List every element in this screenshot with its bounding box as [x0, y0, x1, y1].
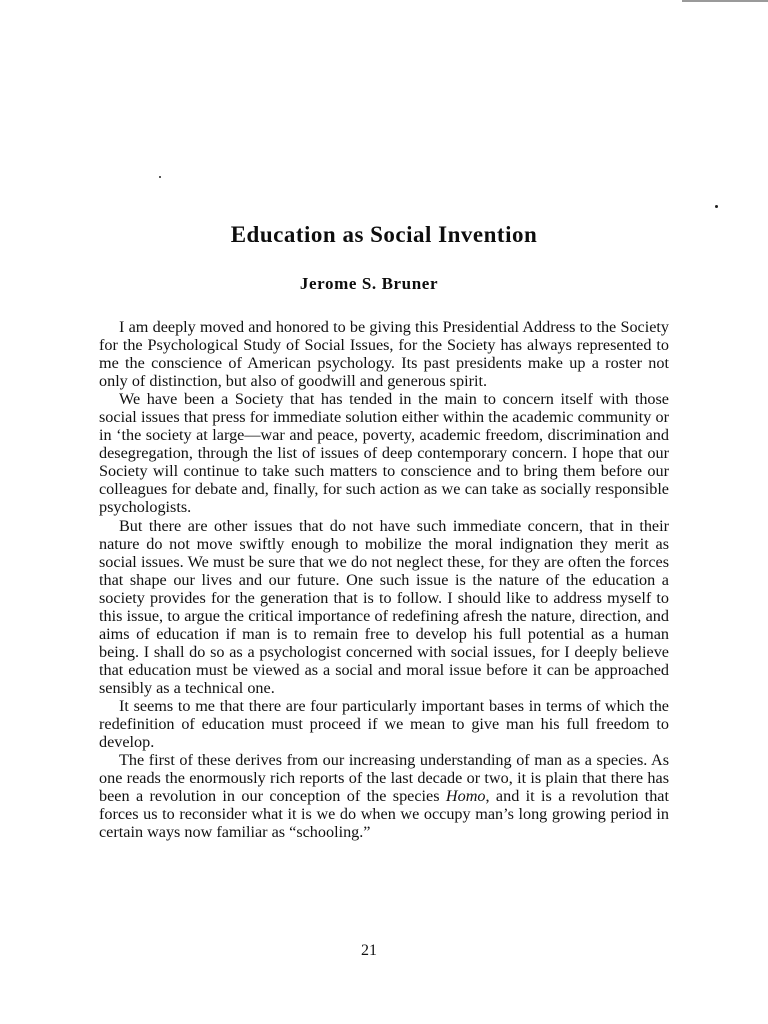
scan-speck [159, 176, 161, 178]
article-author: Jerome S. Bruner [299, 274, 439, 293]
paragraph-4: It seems to me that there are four particularly important bases in terms of which the redefinition of education must proceed if we mean to give man his full freedom to develop. [99, 696, 669, 752]
paragraph-1: I am deeply moved and honored to be giving this Presidential Address to the Society for the Psychological Study of Social Issues, for the Society has always represented to me the conscience of American psychology. Its past presidents make up a roster not only of distinction, but also of goodwill and generous spirit. [99, 318, 669, 391]
article-body [99, 318, 669, 841]
article-title: Education as Social Invention [230, 222, 538, 247]
paragraph-5: The first of these derives from our increasing understanding of man as a species. As one reads the enormously rich reports of the last decade or two, it is plain that there has been a revolution in our conception of the species Homo, and it is a revolution that forces us to reconsider what it is we do when we occupy man’s long growing period in certain ways now familiar as “schooling.” [99, 751, 669, 842]
scan-edge-mark [682, 0, 768, 2]
scan-speck [715, 205, 718, 208]
page-number: 21 [361, 942, 377, 959]
paragraph-3: But there are other issues that do not have such immediate concern, that in their nature do not move swiftly enough to mobilize the moral indignation they merit as social issues. We must be sure that we do not neglect these, for they are often the forces that shape our lives and our future. One such issue is the nature of the education a society provides for the generation that is to follow. I should like to address myself to this issue, to argue the critical importance of redefining afresh the nature, direction, and aims of education if man is to remain free to develop his full potential as a human being. I shall do so as a psychologist concerned with social issues, for I deeply believe that education must be viewed as a social and moral issue before it can be approached sensibly as a technical one. [99, 516, 669, 697]
species-name: Homo [445, 787, 486, 806]
paragraph-2: We have been a Society that has tended in the main to concern itself with those social issues that press for immediate solution either within the academic community or in ‘the society at large—war and peace, poverty, academic freedom, discrimination and desegregation, through the list of issues of deep contemporary concern. I hope that our Society will continue to take such matters to conscience and to bring them before our colleagues for debate and, finally, for such action as we can take as socially responsible psychologists. [99, 390, 669, 517]
